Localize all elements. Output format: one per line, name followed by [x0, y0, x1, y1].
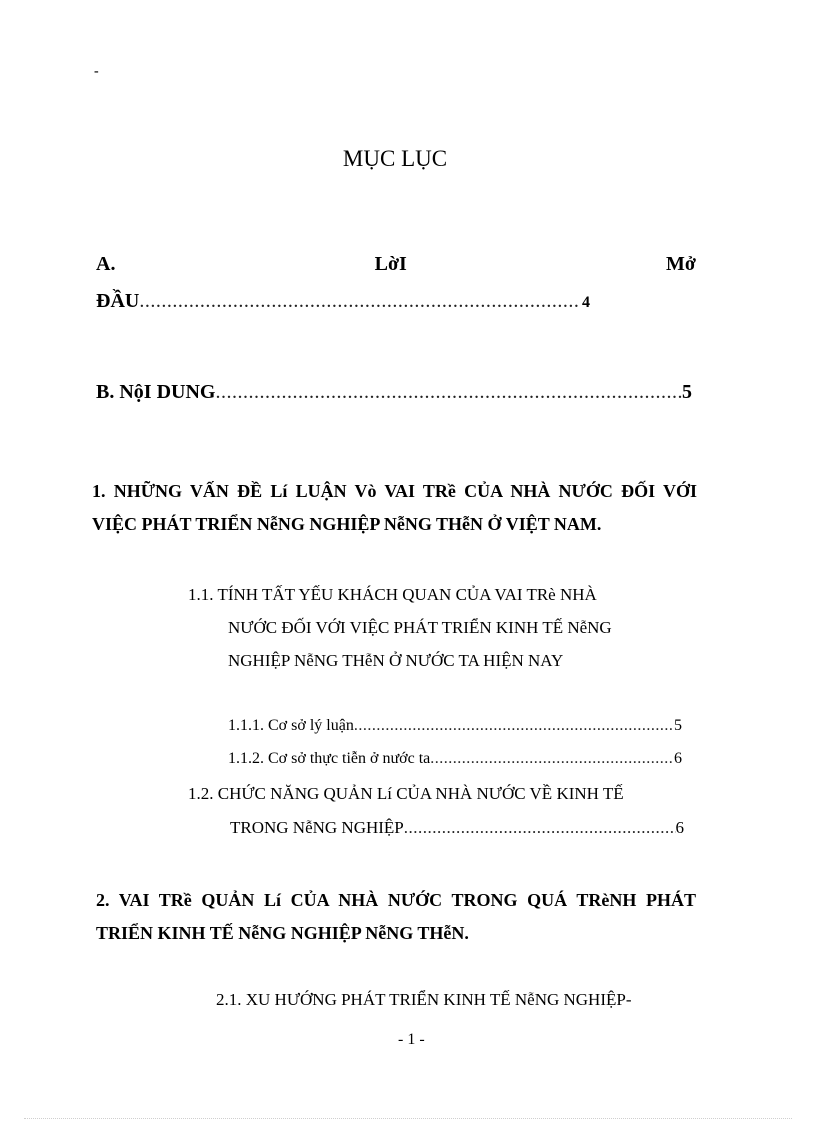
toc-section-1-1 [188, 578, 668, 677]
toc-entry-b [96, 381, 692, 404]
toc-section-1-1-2 [228, 750, 682, 768]
toc-section-2: 2. VAI TRề QUẢN Lí CỦA NHÀ NƯỚC TRONG QUÁ TRèNH PHÁT TRIỂN KINH TẾ NễNG NGHIỆP NễNG THễN. [96, 890, 696, 943]
toc-section-1-1-1 [228, 717, 682, 735]
toc-section-1-1-line1: 1.1. TÍNH TẤT YẾU KHÁCH QUAN CỦA VAI TRè NHÀ [188, 585, 597, 604]
toc-entry-a-line1 [96, 253, 696, 276]
toc-section-1-2-line1: 1.2. CHỨC NĂNG QUẢN Lí CỦA NHÀ NƯỚC VỀ KINH TẾ [188, 784, 624, 803]
toc-section-2-1: 2.1. XU HƯỚNG PHÁT TRIỂN KINH TẾ NễNG NGHIỆP- [216, 990, 632, 1009]
toc-section-1-2-label: TRONG NễNG NGHIỆP [230, 818, 404, 837]
toc-section-1-1-2-label: 1.1.2. Cơ sở thực tiễn ở nước ta [228, 750, 431, 767]
toc-leader-dots [139, 290, 580, 313]
toc-entry-b-label: B. NộI DUNG [96, 381, 216, 403]
toc-section-1-1-line2: NƯỚC ĐỐI VỚI VIỆC PHÁT TRIỂN KINH TẾ NễNG [228, 618, 612, 637]
toc-section-1-1-line3: NGHIỆP NễNG THễN Ở NƯỚC TA HIỆN NAY [228, 651, 564, 670]
toc-entry-a-word3: Mở [666, 253, 696, 275]
toc-leader-dots [430, 750, 674, 768]
page-title: MỤC LỤC [342, 146, 448, 171]
toc-entry-b-page: 5 [682, 381, 692, 403]
toc-leader-dots [354, 717, 674, 735]
toc-entry-a-page: 4 [582, 294, 590, 311]
toc-entry-a-word2: LờI [374, 253, 407, 275]
toc-leader-dots [215, 381, 682, 404]
header-mark: - [94, 64, 99, 79]
toc-section-1-1-1-label: 1.1.1. Cơ sở lý luận [228, 717, 354, 734]
toc-section-1-2-line2 [230, 818, 684, 838]
toc-entry-a-line2 [96, 290, 590, 313]
toc-section-1: 1. NHỮNG VẤN ĐỀ Lí LUẬN Vò VAI TRề CỦA NHÀ NƯỚC ĐỐI VỚI VIỆC PHÁT TRIỂN NễNG NGHIỆP NễNG THễN Ở VIỆT NAM. [92, 481, 697, 534]
toc-leader-dots [404, 818, 676, 838]
toc-entry-a-continued: ĐẦU [96, 290, 140, 312]
toc-section-1-2-page: 6 [675, 818, 684, 837]
toc-section-1-1-1-page: 5 [674, 717, 682, 734]
page-number: - 1 - [398, 1031, 425, 1048]
page-bottom-rule [24, 1118, 792, 1119]
toc-entry-a-word1: A. [96, 253, 116, 275]
toc-section-1-1-2-page: 6 [674, 750, 682, 767]
